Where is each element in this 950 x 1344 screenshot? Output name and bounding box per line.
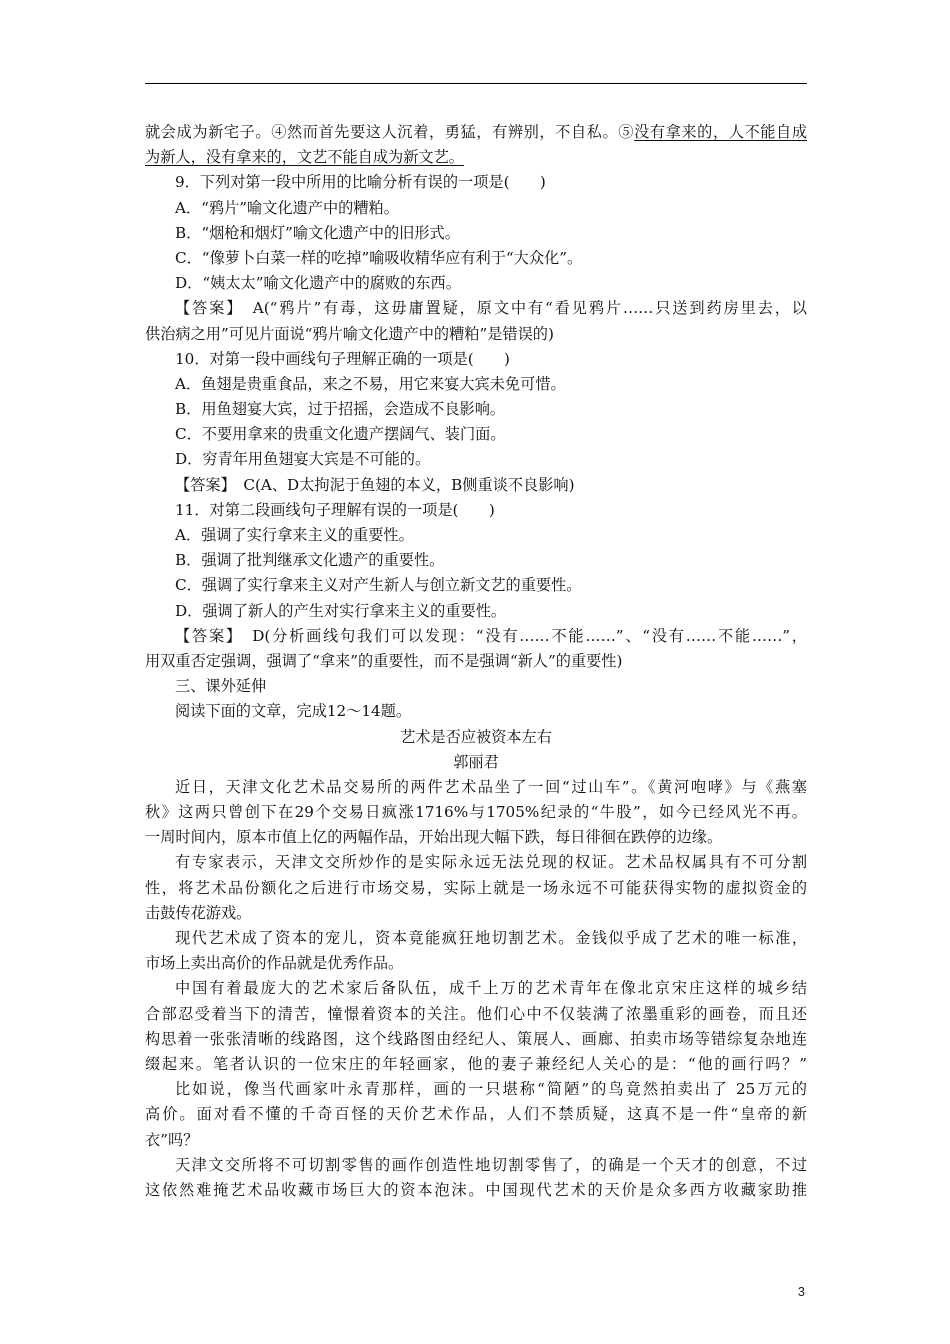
answer-line: 【答案】 C(A、D太拘泥于鱼翅的本义，B侧重谈不良影响) — [175, 475, 575, 494]
option-d: D．强调了新人的产生对实行拿来主义的重要性。 — [175, 601, 507, 620]
answer-line: 供治病之用”可见片面说“鸦片喻文化遗产中的糟粕”是错误的) — [145, 324, 554, 343]
option-b: B．强调了批判继承文化遗产的重要性。 — [175, 551, 445, 570]
underlined-segment: 为新人，没有拿来的，文艺不能自成为新文艺。 — [145, 148, 464, 167]
paragraph-line: 构思着一张张清晰的线路图，这个线路图由经纪人、策展人、画廊、拍卖市场等错综复杂地连 — [145, 1029, 807, 1048]
question-10: 10．对第一段中画线句子理解正确的一项是( ) — [175, 349, 510, 368]
article-title: 艺术是否应被资本左右 — [400, 727, 552, 746]
paragraph-line: 合部忍受着当下的清苦，憧憬着资本的关注。他们心中不仅装满了浓墨重彩的画卷，而且还 — [145, 1004, 807, 1023]
option-c: C．“像萝卜白菜一样的吃掉”喻吸收精华应有利于“大众化”。 — [175, 248, 583, 267]
option-d: D．穷青年用鱼翅宴大宾是不可能的。 — [175, 450, 431, 469]
header-rule — [145, 83, 807, 84]
paragraph-line: 击鼓传花游戏。 — [145, 903, 252, 922]
paragraph-line: 有专家表示，天津文交所炒作的是实际永远无法兑现的权证。艺术品权属具有不可分割 — [175, 853, 807, 872]
article-author: 郭丽君 — [453, 752, 499, 771]
paragraph-line: 市场上卖出高价的作品就是优秀作品。 — [145, 954, 404, 973]
option-c: C．不要用拿来的贵重文化遗产摆阔气、装门面。 — [175, 425, 506, 444]
question-9: 9．下列对第一段中所用的比喻分析有误的一项是( ) — [175, 173, 546, 192]
paragraph-line: 比如说，像当代画家叶永青那样，画的一只堪称“简陋”的鸟竟然拍卖出了 25万元的 — [175, 1080, 807, 1099]
text-segment: 就会成为新宅子。④然而首先要这人沉着，勇猛，有辨别，不自私。⑤ — [145, 123, 635, 141]
paragraph-line: 现代艺术成了资本的宠儿，资本竟能疯狂地切割艺术。金钱似乎成了艺术的唯一标准， — [175, 929, 807, 947]
paragraph-line: 性，将艺术品份额化之后进行市场交易，实际上就是一场永远不可能获得实物的虚拟资金的 — [145, 878, 807, 897]
option-c: C．强调了实行拿来主义对产生新人与创立新文艺的重要性。 — [175, 576, 582, 595]
option-b: B．用鱼翅宴大宾，过于招摇，会造成不良影响。 — [175, 400, 506, 419]
paragraph-line: 高价。面对看不懂的千奇百怪的天价艺术作品，人们不禁质疑，这真不是一件“皇帝的新 — [145, 1105, 807, 1124]
answer-line: 用双重否定强调，强调了“拿来”的重要性，而不是强调“新人”的重要性) — [145, 651, 623, 670]
paragraph-line: 一周时间内，原本市值上亿的两幅作品，开始出现大幅下跌，每日徘徊在跌停的边缘。 — [145, 828, 723, 847]
paragraph-line: 秋》这两只曾创下在29个交易日疯涨1716%与1705%纪录的“牛股”，如今已经风光不再。 — [145, 803, 807, 822]
answer-line: 【答案】 D(分析画线句我们可以发现：“没有……不能……”、“没有……不能……”， — [175, 626, 807, 645]
text-line — [145, 120, 807, 145]
option-a: A．强调了实行拿来主义的重要性。 — [175, 526, 414, 544]
section-heading: 三、课外延伸 — [175, 677, 267, 696]
text-line — [145, 145, 807, 170]
option-a: A．“鸦片”喻文化遗产中的糟粕。 — [175, 198, 399, 217]
document-body — [145, 120, 807, 1203]
paragraph-line: 近日，天津文化艺术品交易所的两件艺术品坐了一回“过山车”。《黄河咆哮》与《燕塞 — [175, 777, 807, 796]
option-d: D．“姨太太”喻文化遗产中的腐败的东西。 — [175, 274, 461, 293]
option-b: B．“烟枪和烟灯”喻文化遗产中的旧形式。 — [175, 223, 460, 242]
page-number: 3 — [797, 1284, 805, 1299]
underlined-segment: 没有拿来的，人不能自成 — [634, 123, 807, 141]
paragraph-line: 这依然难掩艺术品收藏市场巨大的资本泡沫。中国现代艺术的天价是众多西方收藏家助推 — [145, 1180, 807, 1199]
paragraph-line: 衣”吗？ — [145, 1130, 199, 1149]
paragraph-line: 天津文交所将不可切割零售的画作创造性地切割零售了，的确是一个天才的创意，不过 — [175, 1155, 807, 1174]
paragraph-line: 缀起来。笔者认识的一位宋庄的年轻画家，他的妻子兼经纪人关心的是：“他的画行吗？” — [145, 1054, 807, 1073]
answer-line: 【答案】 A(“鸦片”有毒，这毋庸置疑，原文中有“看见鸦片……只送到药房里去，以 — [175, 299, 807, 318]
question-11: 11．对第二段画线句子理解有误的一项是( ) — [175, 500, 495, 519]
instruction: 阅读下面的文章，完成12～14题。 — [175, 702, 412, 721]
option-a: A．鱼翅是贵重食品，来之不易，用它来宴大宾未免可惜。 — [175, 374, 566, 393]
paragraph-line: 中国有着最庞大的艺术家后备队伍，成千上万的艺术青年在像北京宋庄这样的城乡结 — [175, 979, 807, 998]
